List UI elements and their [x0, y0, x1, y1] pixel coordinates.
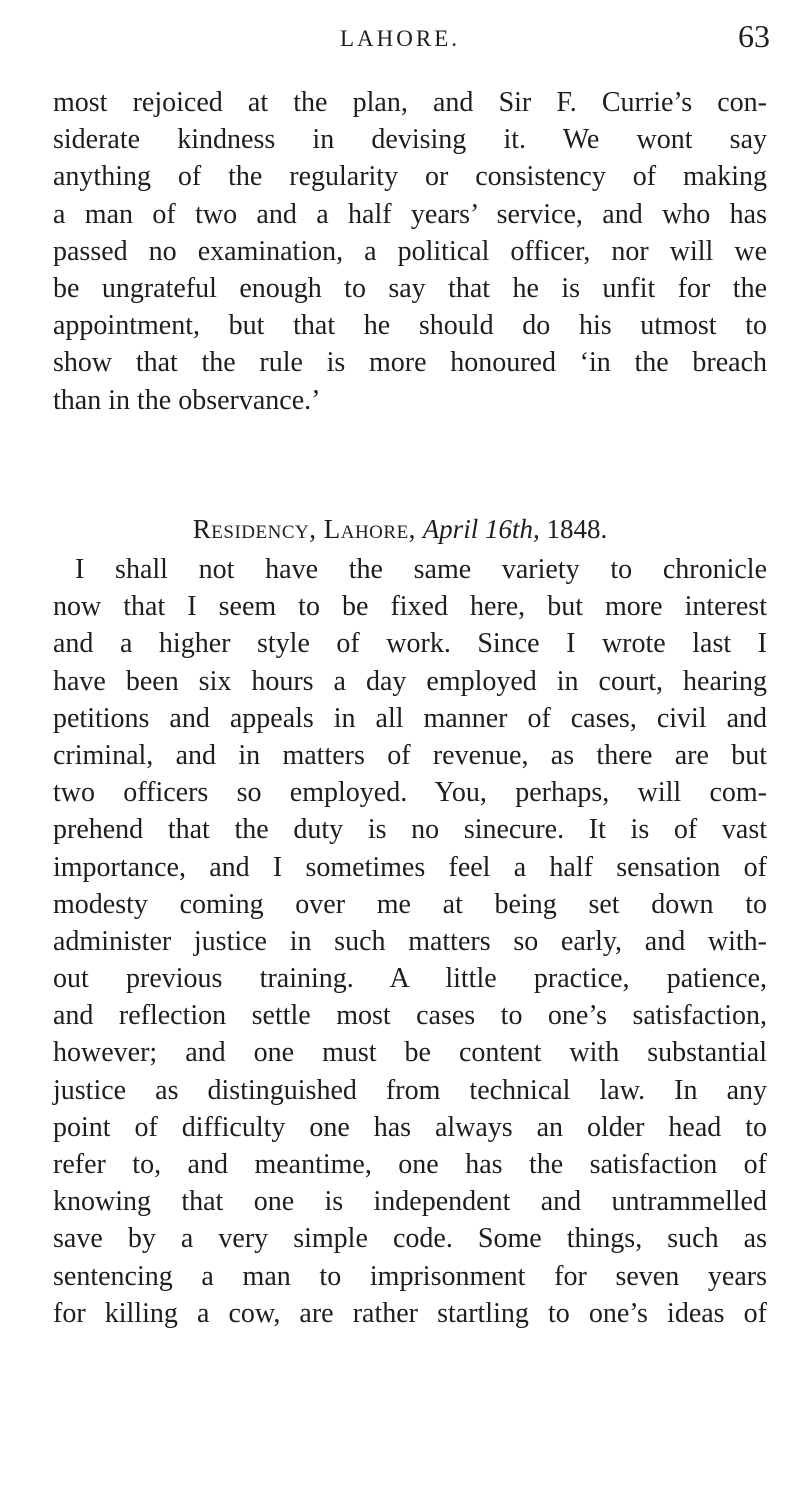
text-line: however; and one must be content with substantial — [53, 1037, 767, 1069]
text-line: and reflection settle most cases to one’s satisfaction, — [53, 1000, 767, 1032]
text-line: petitions and appeals in all manner of cases, civil and — [53, 702, 767, 734]
text-line: two officers so employed. You, perhaps, will com- — [53, 777, 767, 809]
text-line: out previous training. A little practice, patience, — [53, 963, 767, 995]
running-title: LAHORE. — [339, 26, 461, 51]
letter-dateline — [0, 512, 800, 546]
dateline-year: 1848. — [546, 514, 608, 544]
text-line: criminal, and in matters of revenue, as there are but — [53, 739, 767, 771]
text-line: now that I seem to be fixed here, but more interest — [53, 591, 767, 623]
running-head — [0, 0, 800, 70]
dateline-place: Residency, Lahore, — [192, 514, 416, 544]
text-line: sentencing a man to imprisonment for seven years — [53, 1260, 767, 1292]
text-line: point of difficulty one has always an older head to — [53, 1111, 767, 1143]
text-line: and a higher style of work. Since I wrote last I — [53, 628, 767, 660]
paragraph-2 — [53, 551, 767, 1332]
text-line: appointment, but that he should do his utmost to — [53, 310, 767, 342]
text-line: importance, and I sometimes feel a half sensation of — [53, 851, 767, 883]
text-line: most rejoiced at the plan, and Sir F. Currie’s con- — [53, 87, 767, 118]
text-line: knowing that one is independent and untrammelled — [53, 1186, 767, 1218]
text-line: modesty coming over me at being set down to — [53, 888, 767, 920]
text-line: save by a very simple code. Some things, such as — [53, 1223, 767, 1255]
text-line: have been six hours a day employed in court, hearing — [53, 665, 767, 697]
text-line: I shall not have the same variety to chronicle — [75, 554, 767, 585]
text-line: refer to, and meantime, one has the satisfaction of — [53, 1149, 767, 1180]
text-line: anything of the regularity or consistency of making — [53, 161, 767, 193]
text-line: be ungrateful enough to say that he is unfit for the — [53, 272, 767, 304]
paragraph-1 — [53, 84, 767, 419]
text-line: show that the rule is more honoured ‘in the breach — [53, 347, 767, 379]
text-line: passed no examination, a political officer, nor will we — [53, 235, 767, 267]
page-number: 63 — [738, 18, 770, 54]
text-line: siderate kindness in devising it. We wont say — [53, 124, 767, 156]
text-line: justice as distinguished from technical law. In any — [53, 1074, 767, 1106]
text-line: prehend that the duty is no sinecure. It is of vast — [53, 814, 767, 846]
text-line: for killing a cow, are rather startling to one’s ideas of — [53, 1297, 767, 1329]
text-line: a man of two and a half years’ service, and who has — [53, 198, 767, 230]
text-line: than in the observance.’ — [53, 384, 321, 416]
dateline-date: April 16th, — [422, 514, 540, 544]
text-line: administer justice in such matters so early, and with- — [53, 925, 767, 957]
